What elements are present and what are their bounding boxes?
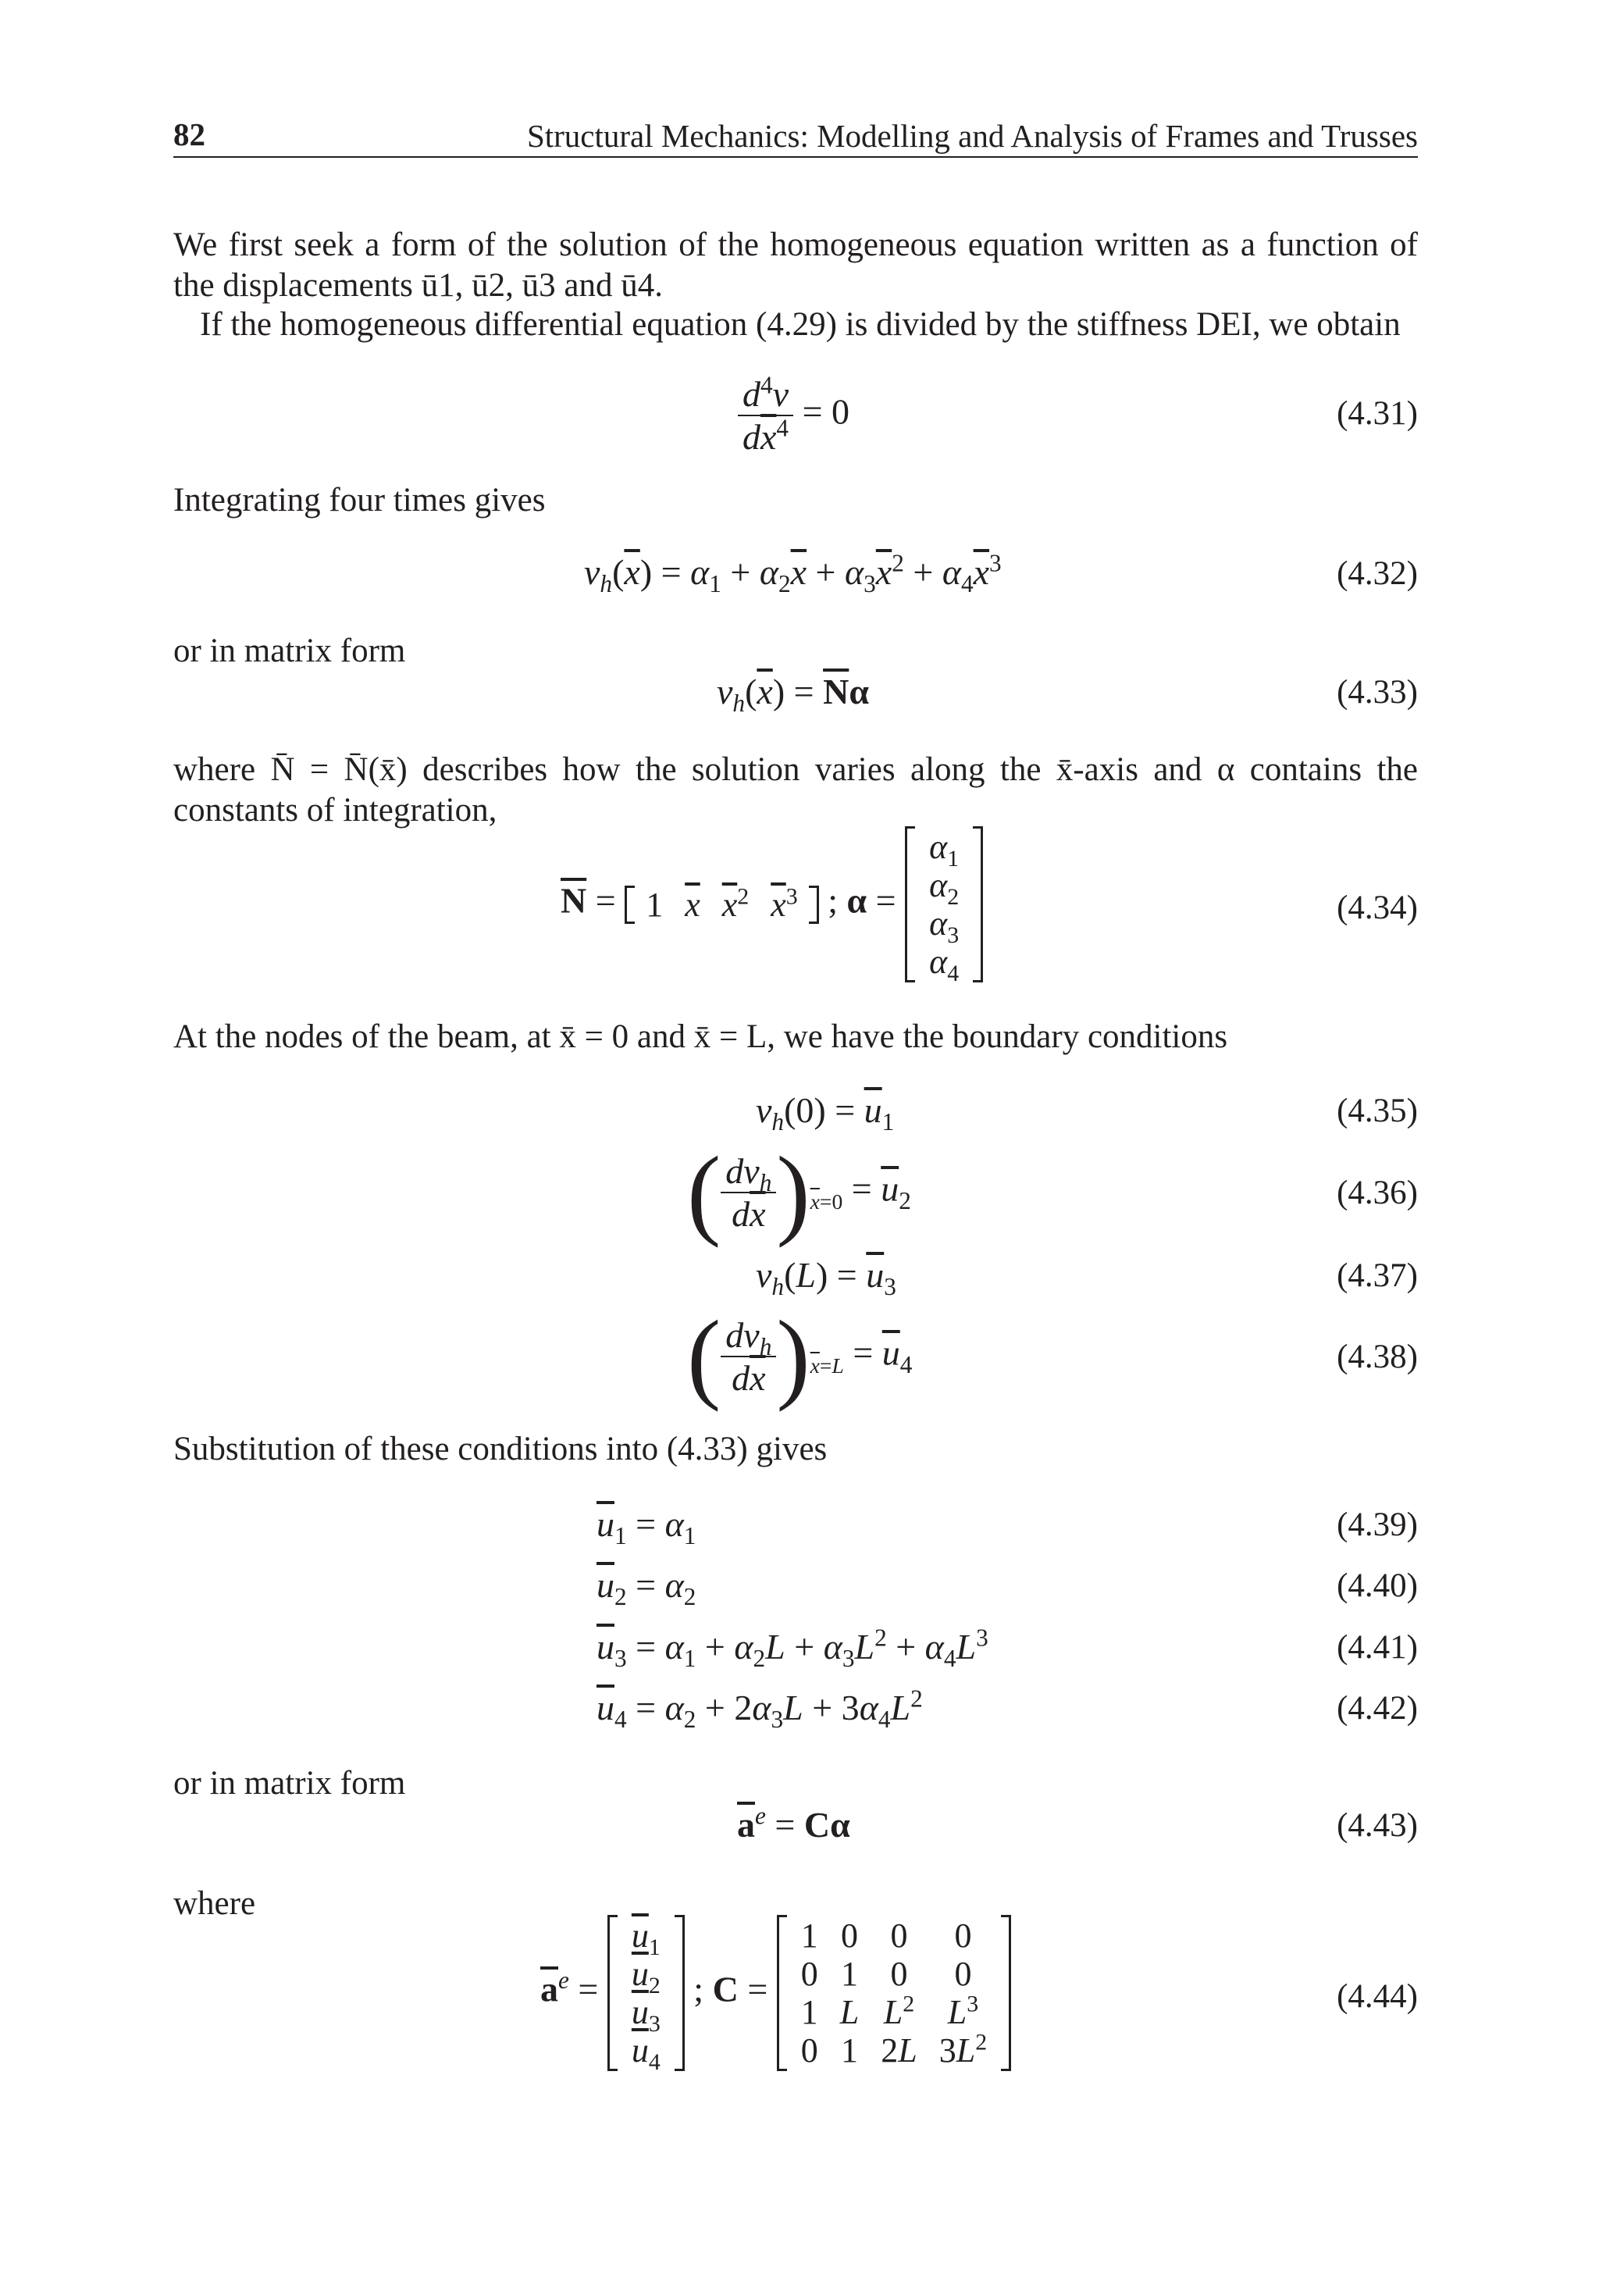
paragraph-matrix-form (173, 631, 1418, 672)
equation-number: (4.41) (1337, 1629, 1418, 1666)
equation-4-39: $\overline{u}_1 = \alpha_1$ (597, 1504, 696, 1550)
equation-number: (4.40) (1337, 1567, 1418, 1604)
equation-number: (4.43) (1337, 1807, 1418, 1844)
equation-4-42: $\overline{u}_4 = \alpha_2 + 2\alpha_3L + 3\alpha_4L^2$ (597, 1685, 923, 1734)
equation-4-37: $v_h(L) = \overline{u}_3$ (756, 1255, 896, 1301)
paragraph-intro (173, 225, 1418, 306)
equation-4-32: $v_h(\overline{x}) = \alpha_1 + \alpha_2\overline{x} + \alpha_3\overline{x}^2 + \alpha_4\overline{x}^3$ (584, 549, 1002, 598)
equation-number: (4.32) (1337, 555, 1418, 592)
paragraph-text: Integrating four times gives (173, 482, 546, 519)
equation-number: (4.37) (1337, 1257, 1418, 1294)
equation-4-34: $\overline{N}$ = 1 $\overline{x}$ $\overline{x}^2$ $\overline{x}^3$ ; α = $\alpha_1$ $\alpha_2$ $\alpha_3$ $\alpha_4$ (561, 826, 983, 982)
page-number: 82 (173, 116, 205, 152)
paragraph-divide (173, 305, 1418, 345)
equation-number: (4.42) (1337, 1690, 1418, 1727)
equation-4-40: $\overline{u}_2 = \alpha_2$ (597, 1565, 696, 1611)
paragraph-text: We first seek a form of the solution of the homogeneous equation written as a function of the displacements ū1, ū2, ū3 and ū4. (173, 226, 1418, 304)
equation-number: (4.33) (1337, 674, 1418, 711)
equation-number: (4.44) (1337, 1978, 1418, 2015)
book-title: Structural Mechanics: Modelling and Analysis of Frames and Trusses (526, 118, 1418, 154)
equation-number: (4.36) (1337, 1175, 1418, 1211)
equation-4-41: $\overline{u}_3 = \alpha_1 + \alpha_2L + \alpha_3L^2 + \alpha_4L^3$ (597, 1624, 988, 1673)
paragraph-text: At the nodes of the beam, at x̄ = 0 and x̄ = L, we have the boundary conditions (173, 1018, 1228, 1055)
equation-number: (4.35) (1337, 1093, 1418, 1129)
equation-4-31: $\frac{d^4v}{d\overline{x}^4}$ = 0 (738, 373, 849, 458)
equation-4-36: ( $\frac{dv_h}{d\overline{x}}$ )$_{\overline{x}=0} = \overline{u}_2$ (687, 1136, 911, 1249)
paragraph-where-N (173, 750, 1418, 831)
equation-number: (4.34) (1337, 890, 1418, 926)
paragraph-text: If the homogeneous differential equation (4.29) is divided by the stiffness DEI, we obtain (200, 306, 1401, 343)
equation-4-38: ( $\frac{dv_h}{d\overline{x}}$ )$_{\overline{x}=L} = \overline{u}_4$ (687, 1300, 913, 1413)
paragraph-text: or in matrix form (173, 633, 406, 669)
running-head (173, 116, 1418, 158)
equation-4-44: $\overline{a}^e$ = $\overline{u}_1$ $\overline{u}_2$ $\overline{u}_3$ $\overline{u}_4$ ; C = 1 0 0 0 0 1 0 0 1 L $L^2$ $L^3$ 0 1 2L $3L^2$ (540, 1915, 1011, 2071)
equation-4-35: $v_h(0) = \overline{u}_1$ (756, 1090, 895, 1136)
equation-4-43: $\overline{a}^e = C\alpha$ (737, 1802, 850, 1845)
paragraph-text: where (173, 1885, 256, 1922)
paragraph-substitution (173, 1429, 1418, 1470)
paragraph-text: Substitution of these conditions into (4.33) gives (173, 1431, 828, 1467)
paragraph-text: or in matrix form (173, 1765, 406, 1802)
equation-number: (4.39) (1337, 1506, 1418, 1543)
paragraph-boundary (173, 1017, 1418, 1057)
paragraph-integrating (173, 480, 1418, 521)
equation-number: (4.38) (1337, 1339, 1418, 1375)
equation-4-33: $v_h(\overline{x}) = \overline{N}\alpha$ (717, 672, 869, 718)
equation-number: (4.31) (1337, 395, 1418, 432)
paragraph-text: where N̄ = N̄(x̄) describes how the solution varies along the x̄-axis and α contains the constants of integration, (173, 751, 1418, 829)
paragraph-matrix-form-2 (173, 1763, 1418, 1804)
